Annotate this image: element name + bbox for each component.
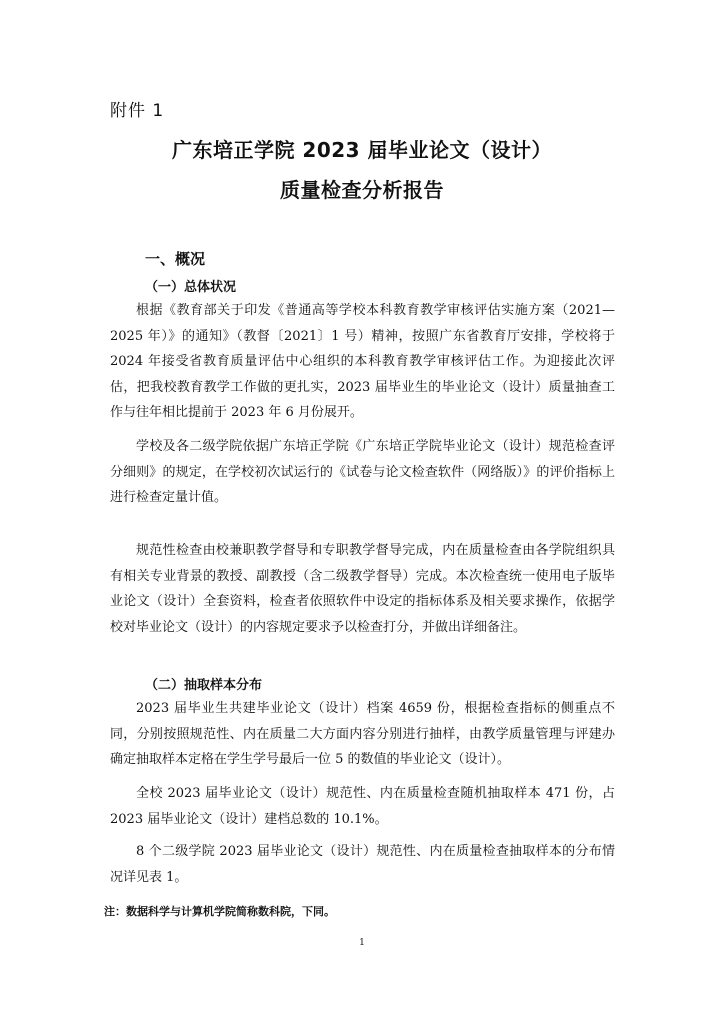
page-number: 1: [359, 938, 365, 948]
paragraph: 全校 2023 届毕业论文（设计）规范性、内在质量检查随机抽取样本 471 份，占 2023 届毕业论文（设计）建档总数的 10.1%。: [110, 786, 615, 827]
paragraph: 根据《教育部关于印发《普通高等学校本科教育教学审核评估实施方案（2021—2025 年）》的通知》（教督〔2021〕1 号）精神，按照广东省教育厅安排，学校将于 2024 年接受省教育质量评估中心组织的本科教育教学审核评估工作。为迎接此次评估，把我校教育教学工作做的更扎实，2023 届毕业生的毕业论文（设计）质量抽查工作与往年相比提前于 2023 年 6 月份展开。: [110, 303, 615, 420]
paragraph: 8 个二级学院 2023 届毕业论文（设计）规范性、内在质量检查抽取样本的分布情况详见表 1。: [110, 844, 615, 885]
footnote: 注：数据科学与计算机学院简称数科院，下同。: [104, 905, 335, 918]
subsection-heading-general: （一）总体状况: [145, 280, 237, 295]
paragraph: 学校及各二级学院依据广东培正学院《广东培正学院毕业论文（设计）规范检查评分细则》的规定，在学校初次试运行的《试卷与论文检查软件（网络版）》的评价指标上进行检查定量计值。: [110, 439, 615, 505]
section-heading-overview: 一、概况: [145, 250, 206, 268]
attachment-label: 附件 1: [110, 101, 165, 121]
report-title-line2: 质量检查分析报告: [280, 178, 444, 202]
paragraph: 规范性检查由校兼职教学督导和专职教学督导完成，内在质量检查由各学院组织具有相关专业背景的教授、副教授（含二级教学督导）完成。本次检查统一使用电子版毕业论文（设计）全套资料，检查者依照软件中设定的指标体系及相关要求操作，依据学校对毕业论文（设计）的内容规定要求予以检查打分，并做出详细备注。: [110, 543, 615, 635]
paragraph: 2023 届毕业生共建毕业论文（设计）档案 4659 份，根据检查指标的侧重点不同，分别按照规范性、内在质量二大方面内容分别进行抽样，由教学质量管理与评建办确定抽取样本定格在学生学号最后一位 5 的数值的毕业论文（设计）。: [110, 701, 615, 767]
report-title-line1: 广东培正学院 2023 届毕业论文（设计）: [171, 138, 553, 162]
subsection-heading-sampling: （二）抽取样本分布: [145, 678, 263, 693]
